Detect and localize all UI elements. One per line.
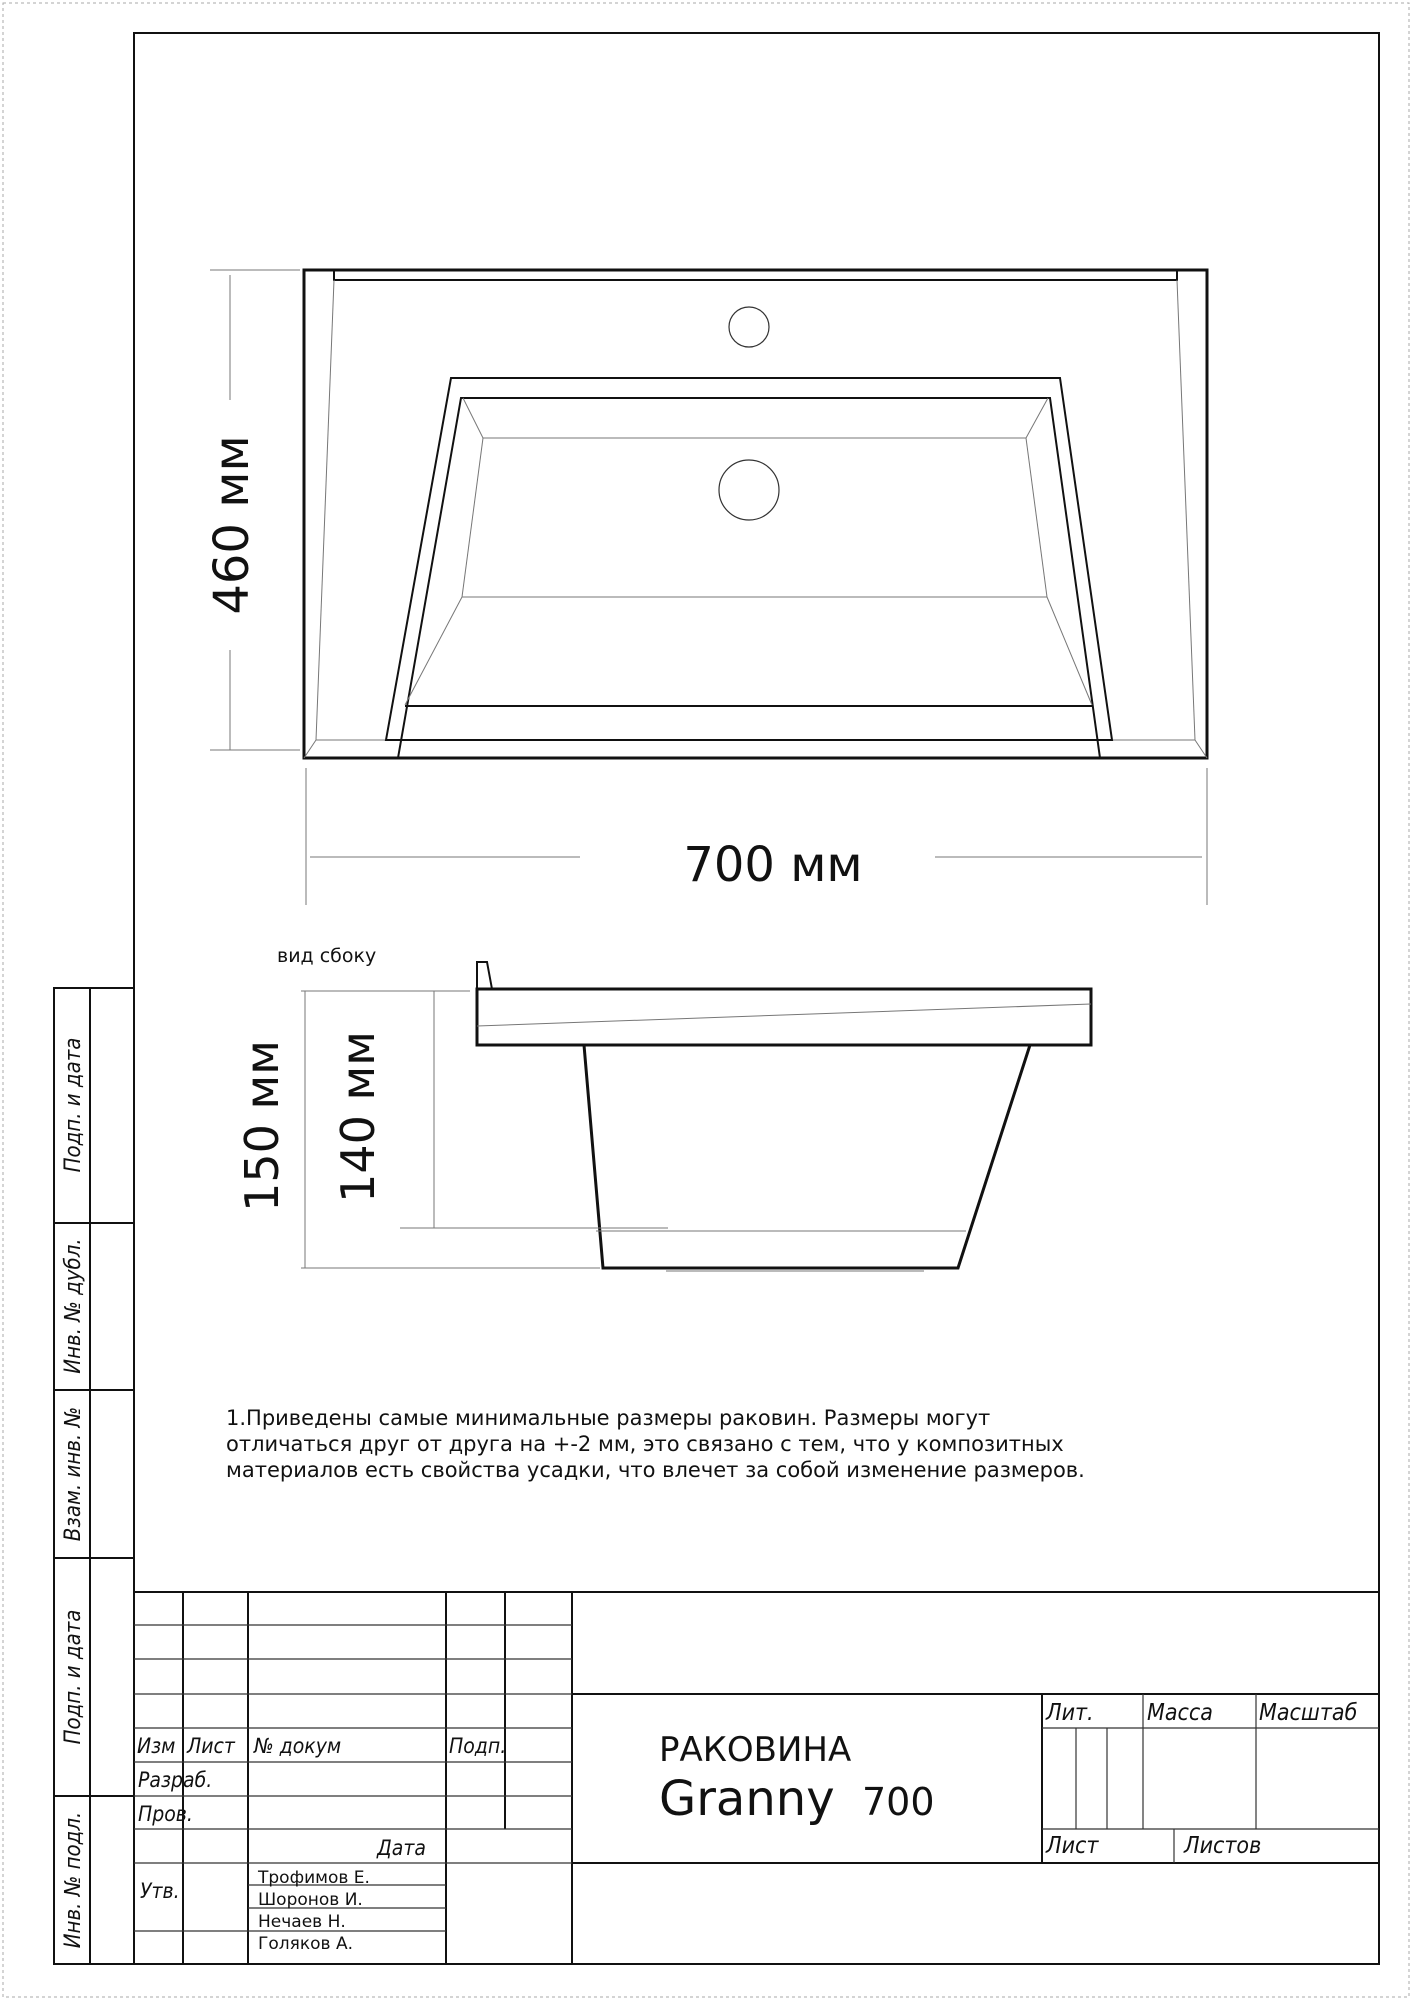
cell-massa: Масса (1147, 1700, 1213, 1726)
stamp-vzam-inv: Взам. инв. № (61, 1406, 86, 1542)
row-razrab: Разраб. (138, 1768, 213, 1792)
stamp-inv-dubl: Инв. № дубл. (61, 1238, 86, 1374)
cell-listov: Листов (1184, 1833, 1262, 1859)
drain-hole (719, 460, 779, 520)
cell-list: Лист (1046, 1833, 1099, 1859)
col-docum: № докум (254, 1734, 342, 1758)
note (226, 1406, 1085, 1482)
side-view-label: вид сбоку (277, 945, 377, 967)
title-block (134, 1592, 1379, 1964)
stamp-podp-data-1: Подп. и дата (61, 1037, 86, 1173)
row-prov: Пров. (138, 1802, 193, 1826)
cell-lit: Лит. (1046, 1700, 1094, 1726)
depth-label: 460 мм (204, 435, 260, 615)
cell-masshtab: Масштаб (1259, 1700, 1358, 1726)
note-line-2: отличаться друг от друга на +-2 мм, это связано с тем, что у композитных (226, 1432, 1064, 1456)
person-3: Нечаев Н. (258, 1912, 346, 1932)
dim-depth (204, 270, 300, 750)
person-4: Голяков А. (258, 1934, 353, 1954)
side-view (477, 962, 1091, 1271)
person-1: Трофимов Е. (258, 1868, 370, 1888)
product-size: 700 (862, 1780, 935, 1824)
outer-border (3, 3, 1409, 1997)
main-frame (134, 33, 1379, 1964)
note-line-3: материалов есть свойства усадки, что влечет за собой изменение размеров. (226, 1458, 1085, 1482)
row-data: Дата (377, 1836, 426, 1860)
note-line-1: 1.Приведены самые минимальные размеры раковин. Размеры могут (226, 1406, 991, 1430)
stamp-inv-podl: Инв. № подл. (61, 1811, 86, 1949)
product-name: Granny (659, 1771, 835, 1827)
stamp-podp-data-2: Подп. и дата (61, 1609, 86, 1745)
total-height-label: 150 мм (235, 1040, 289, 1212)
dim-heights (235, 991, 668, 1268)
bowl-height-label: 140 мм (331, 1031, 385, 1203)
row-utv: Утв. (140, 1879, 180, 1903)
person-2: Шоронов И. (258, 1890, 363, 1910)
col-podp: Подп. (449, 1734, 507, 1758)
dim-width (306, 768, 1207, 905)
faucet-hole (729, 307, 769, 347)
col-list: Лист (187, 1734, 235, 1758)
col-izm: Изм (137, 1734, 176, 1758)
width-label: 700 мм (683, 837, 863, 893)
top-view (304, 270, 1207, 758)
side-stamp (54, 988, 134, 1964)
product-title: РАКОВИНА (659, 1730, 852, 1770)
